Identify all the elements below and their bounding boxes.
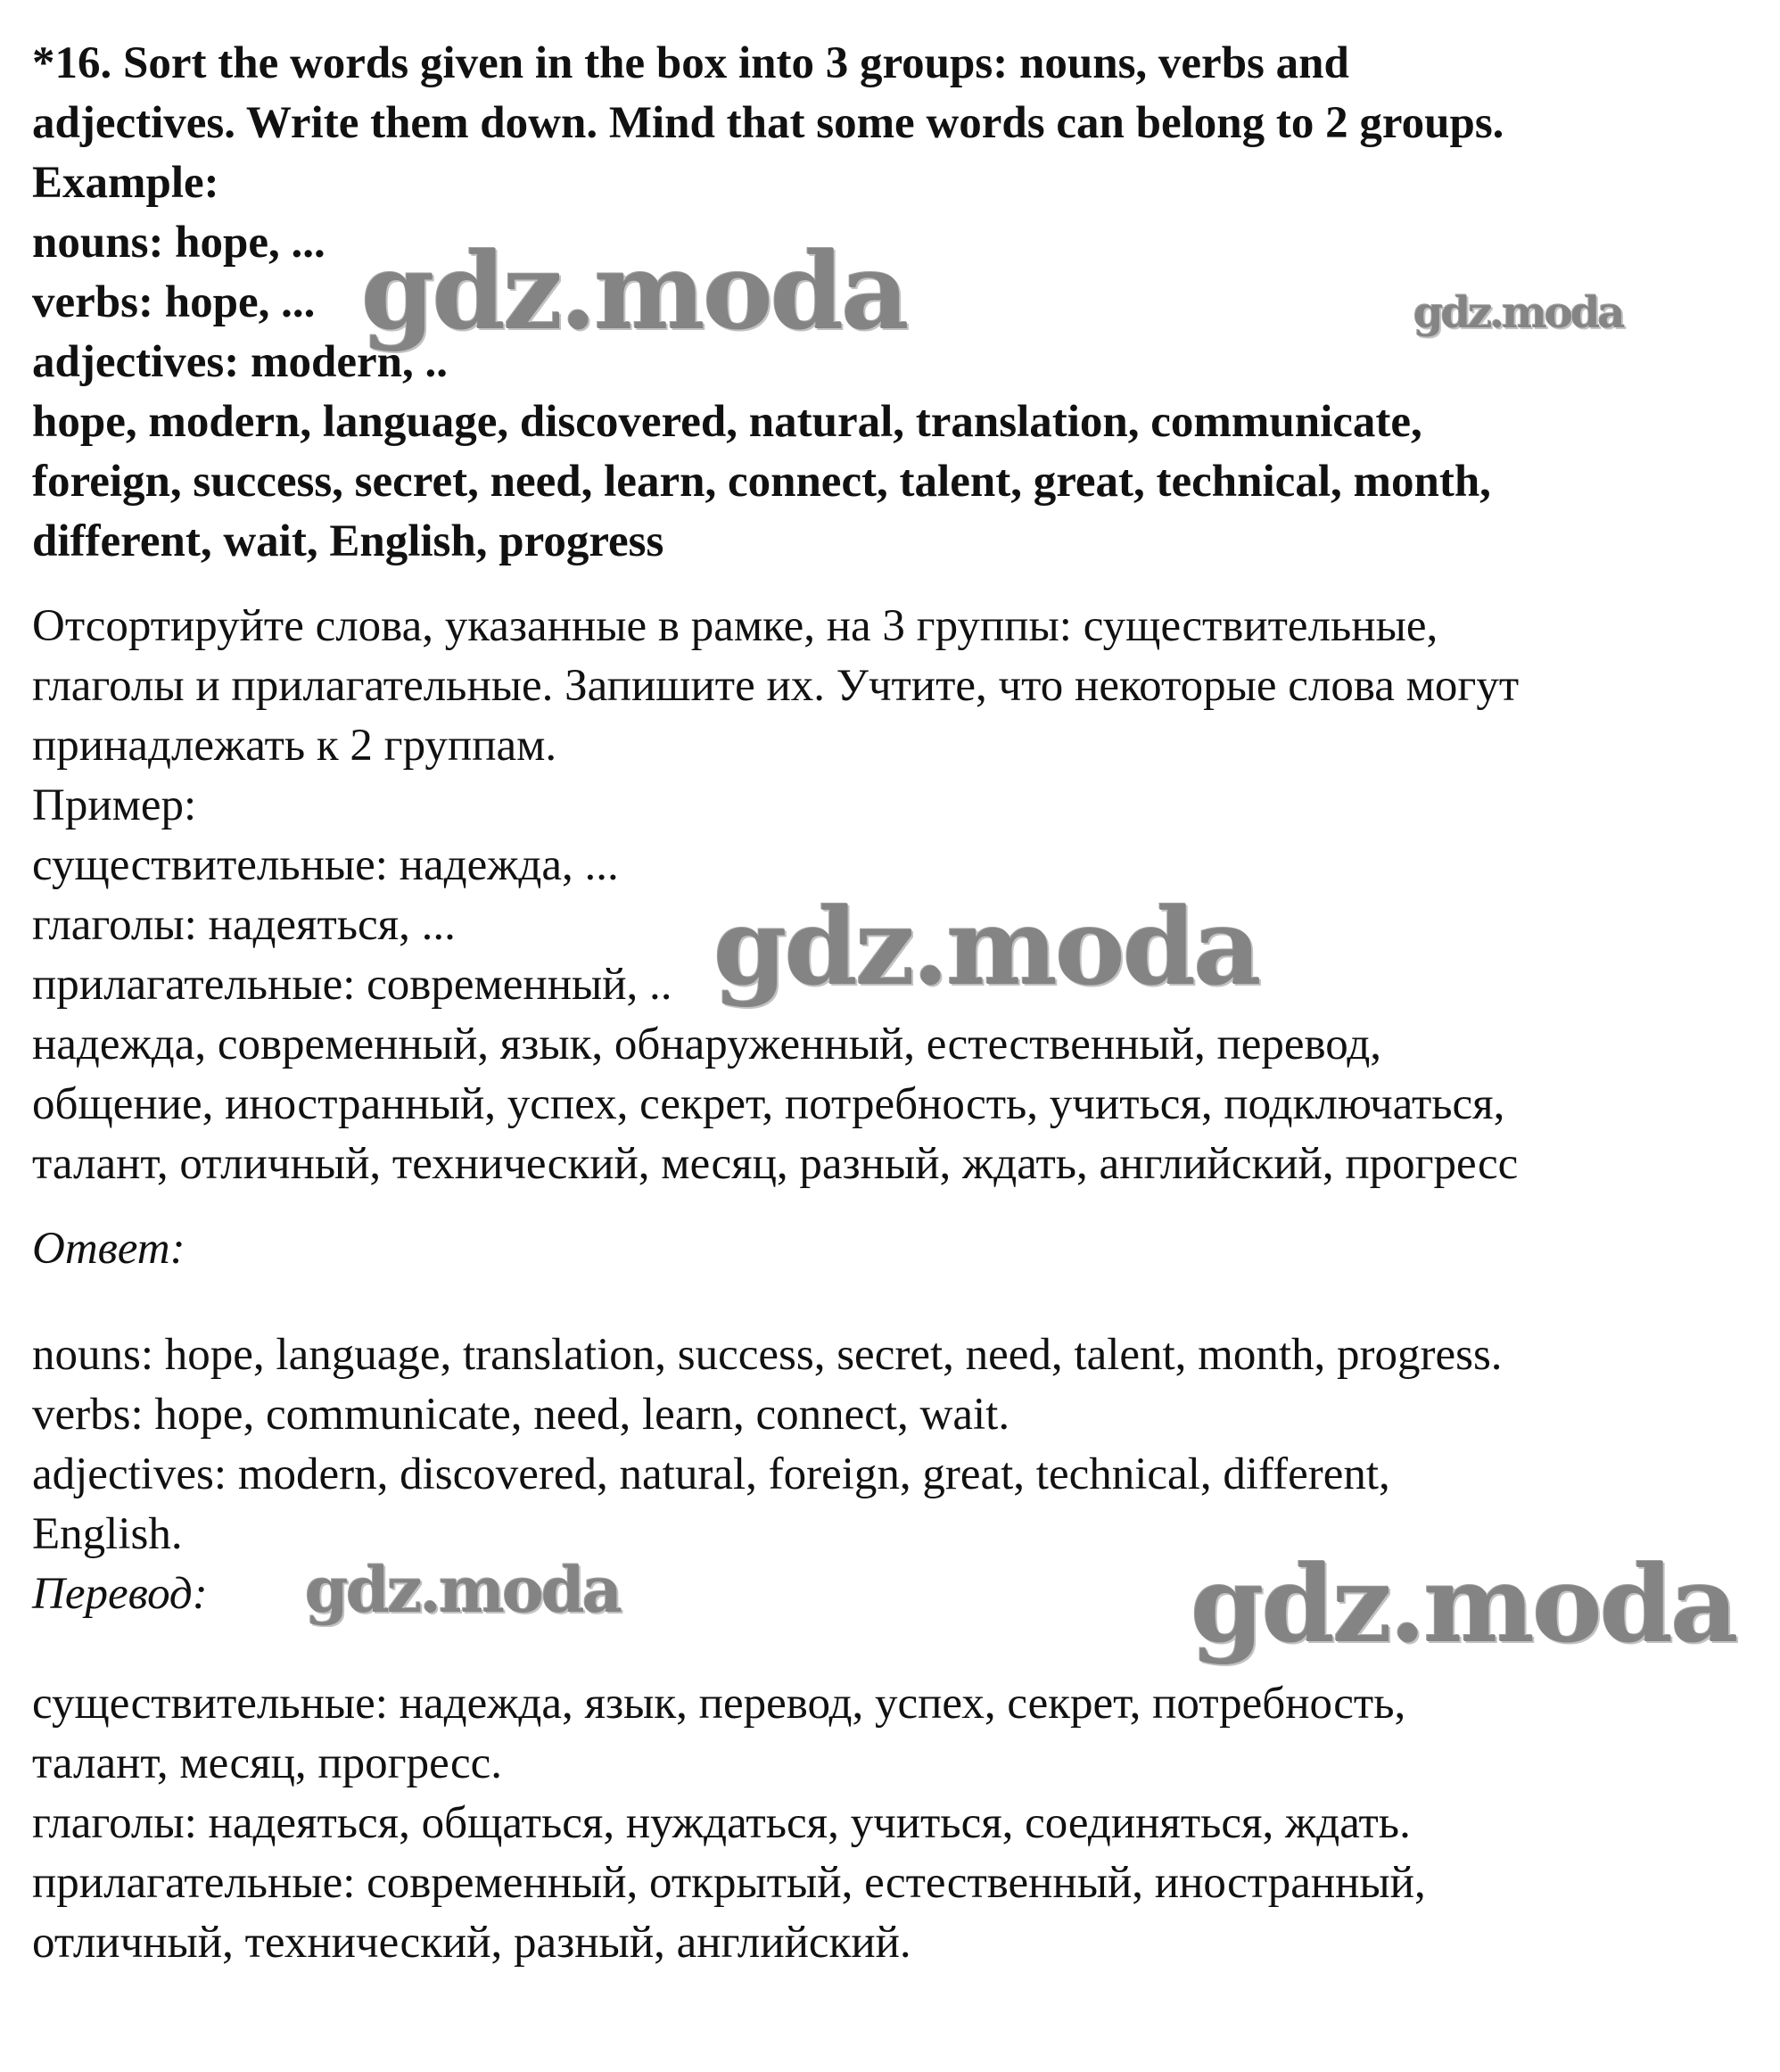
translation-line: Отсортируйте слова, указанные в рамке, на 3 группы: существительные, bbox=[32, 601, 1438, 651]
translation-line: глаголы: надеяться, ... bbox=[32, 900, 456, 950]
answer-line: adjectives: modern, discovered, natural, foreign, great, technical, different, bbox=[32, 1449, 1390, 1499]
translation-line: принадлежать к 2 группам. bbox=[32, 721, 557, 771]
answer-translation-line: отличный, технический, разный, английский. bbox=[32, 1918, 911, 1968]
task-line: adjectives: modern, .. bbox=[32, 337, 448, 387]
task-line: different, wait, English, progress bbox=[32, 516, 664, 566]
task-line: foreign, success, secret, need, learn, connect, talent, great, technical, month, bbox=[32, 457, 1491, 507]
task-line: adjectives. Write them down. Mind that some words can belong to 2 groups. bbox=[32, 98, 1504, 148]
answer-translation-line: глаголы: надеяться, общаться, нуждаться, учиться, соединяться, ждать. bbox=[32, 1798, 1411, 1848]
translation-line: общение, иностранный, успех, секрет, потребность, учиться, подключаться, bbox=[32, 1079, 1505, 1129]
spacer bbox=[32, 1279, 1753, 1325]
translation-line: прилагательные: современный, .. bbox=[32, 960, 672, 1010]
answer-translation-line: существительные: надежда, язык, перевод, успех, секрет, потребность, bbox=[32, 1679, 1406, 1729]
task-line: verbs: hope, ... bbox=[32, 277, 316, 327]
spacer bbox=[32, 572, 1753, 597]
answer-section bbox=[32, 1325, 1753, 1564]
answer-translation-section bbox=[32, 1674, 1753, 1973]
answer-line: English. bbox=[32, 1509, 183, 1559]
answer-translation-heading: Перевод: bbox=[32, 1569, 208, 1619]
translation-line: надежда, современный, язык, обнаруженный, естественный, перевод, bbox=[32, 1019, 1382, 1069]
translation-line: существительные: надежда, ... bbox=[32, 840, 619, 890]
translation-line: Пример: bbox=[32, 780, 197, 830]
task-line: *16. Sort the words given in the box into 3 groups: nouns, verbs and bbox=[32, 38, 1349, 88]
translation-line: глаголы и прилагательные. Запишите их. Учтите, что некоторые слова могут bbox=[32, 661, 1520, 711]
task-line: nouns: hope, ... bbox=[32, 218, 326, 268]
watermark: gdz.moda bbox=[361, 229, 907, 353]
spacer bbox=[32, 1194, 1753, 1219]
task-line: hope, modern, language, discovered, natural, translation, communicate, bbox=[32, 397, 1422, 447]
watermark: gdz.moda bbox=[305, 1553, 621, 1627]
answer-translation-line: прилагательные: современный, открытый, естественный, иностранный, bbox=[32, 1858, 1426, 1908]
answer-translation-line: талант, месяц, прогресс. bbox=[32, 1738, 503, 1788]
answer-heading: Ответ: bbox=[32, 1224, 185, 1274]
answer-line: verbs: hope, communicate, need, learn, connect, wait. bbox=[32, 1390, 1010, 1440]
answer-line: nouns: hope, language, translation, success, secret, need, talent, month, progress. bbox=[32, 1330, 1503, 1380]
watermark: gdz.moda bbox=[1413, 288, 1623, 338]
watermark: gdz.moda bbox=[1191, 1542, 1736, 1666]
watermark: gdz.moda bbox=[713, 885, 1259, 1009]
task-line: Example: bbox=[32, 158, 219, 208]
translation-line: талант, отличный, технический, месяц, разный, ждать, английский, прогресс bbox=[32, 1139, 1519, 1189]
